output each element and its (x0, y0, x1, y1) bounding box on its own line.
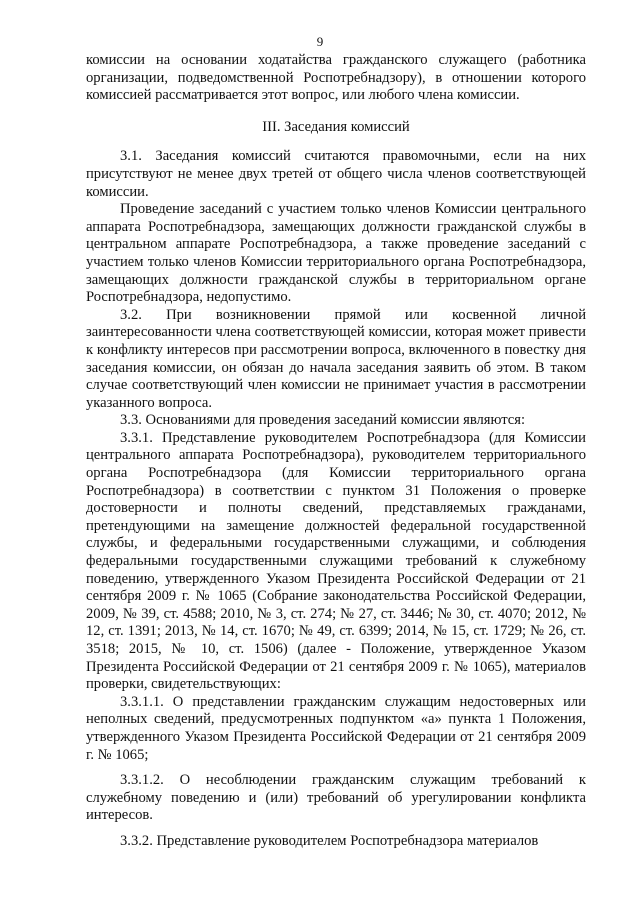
paragraph: Проведение заседаний с участием только членов Комиссии центрального аппарата Роспотребнадзора, замещающих должности гражданской службы в центральном аппарате Роспотребнадзора, а также проведение заседаний с участием только членов Комиссии территориального органа Роспотребнадзора, замещающих должности гражданской службы в территориальном органе Роспотребнадзора, недопустимо. (86, 201, 586, 306)
paragraph: 3.3.1.1. О представлении гражданским служащим недостоверных или неполных сведений, предусмотренных подпунктом «а» пункта 1 Положения, утвержденного Указом Президента Российской Федерации от 21 сентября 2009 г. № 1065; (86, 693, 586, 763)
paragraph: 3.3. Основаниями для проведения заседаний комиссии являются: (120, 412, 526, 429)
paragraph: комиссии на основании ходатайства гражданского служащего (работника организации, подведомственной Роспотребнадзору), в отношении которого комиссией рассматривается этот вопрос, или любого члена комиссии. (86, 52, 586, 104)
paragraph: 3.3.1.2. О несоблюдении гражданским служащим требований к служебному поведению и (или) требований об урегулировании конфликта интересов. (86, 772, 586, 824)
paragraph: 3.3.2. Представление руководителем Роспотребнадзора материалов (120, 832, 539, 849)
paragraph: 3.3.1. Представление руководителем Роспотребнадзора (для Комиссии центрального аппарата Роспотребнадзора), руководителем территориального органа Роспотребнадзора (для Комиссии территориального органа Роспотребнадзора) в соответствии с пунктом 31 Положения о проверке достоверности и полноты сведений, представляемых гражданами, претендующими на замещение должностей федеральной государственной службы, и федеральными государственными служащими, и соблюдения федеральными государственными служащими требований к служебному поведению, утвержденного Указом Президента Российской Федерации от 21 сентября 2009 г. № 1065 (Собрание законодательства Российской Федерации, 2009, № 39, ст. 4588; 2010, № 3, ст. 274; № 27, ст. 3446; № 30, ст. 4070; 2012, № 12, ст. 1391; 2013, № 14, ст. 1670; № 49, ст. 6399; 2014, № 15, ст. 1729; № 26, ст. 3518; 2015, № 10, ст. 1506) (далее - Положение, утвержденное Указом Президента Российской Федерации от 21 сентября 2009 г. № 1065), материалов проверки, свидетельствующих: (86, 429, 586, 693)
section-heading: III. Заседания комиссий (262, 118, 410, 135)
paragraph: 3.1. Заседания комиссий считаются правомочными, если на них присутствуют не менее двух третей от общего числа членов соответствующей комиссии. (86, 148, 586, 200)
page-number: 9 (316, 34, 324, 49)
document-body (86, 52, 586, 851)
paragraph: 3.2. При возникновении прямой или косвенной личной заинтересованности члена соответствующей комиссии, которая может привести к конфликту интересов при рассмотрении вопроса, включенного в повестку дня заседания комиссии, он обязан до начала заседания заявить об этом. В таком случае соответствующий член комиссии не принимает участия в рассмотрении указанного вопроса. (86, 306, 586, 411)
